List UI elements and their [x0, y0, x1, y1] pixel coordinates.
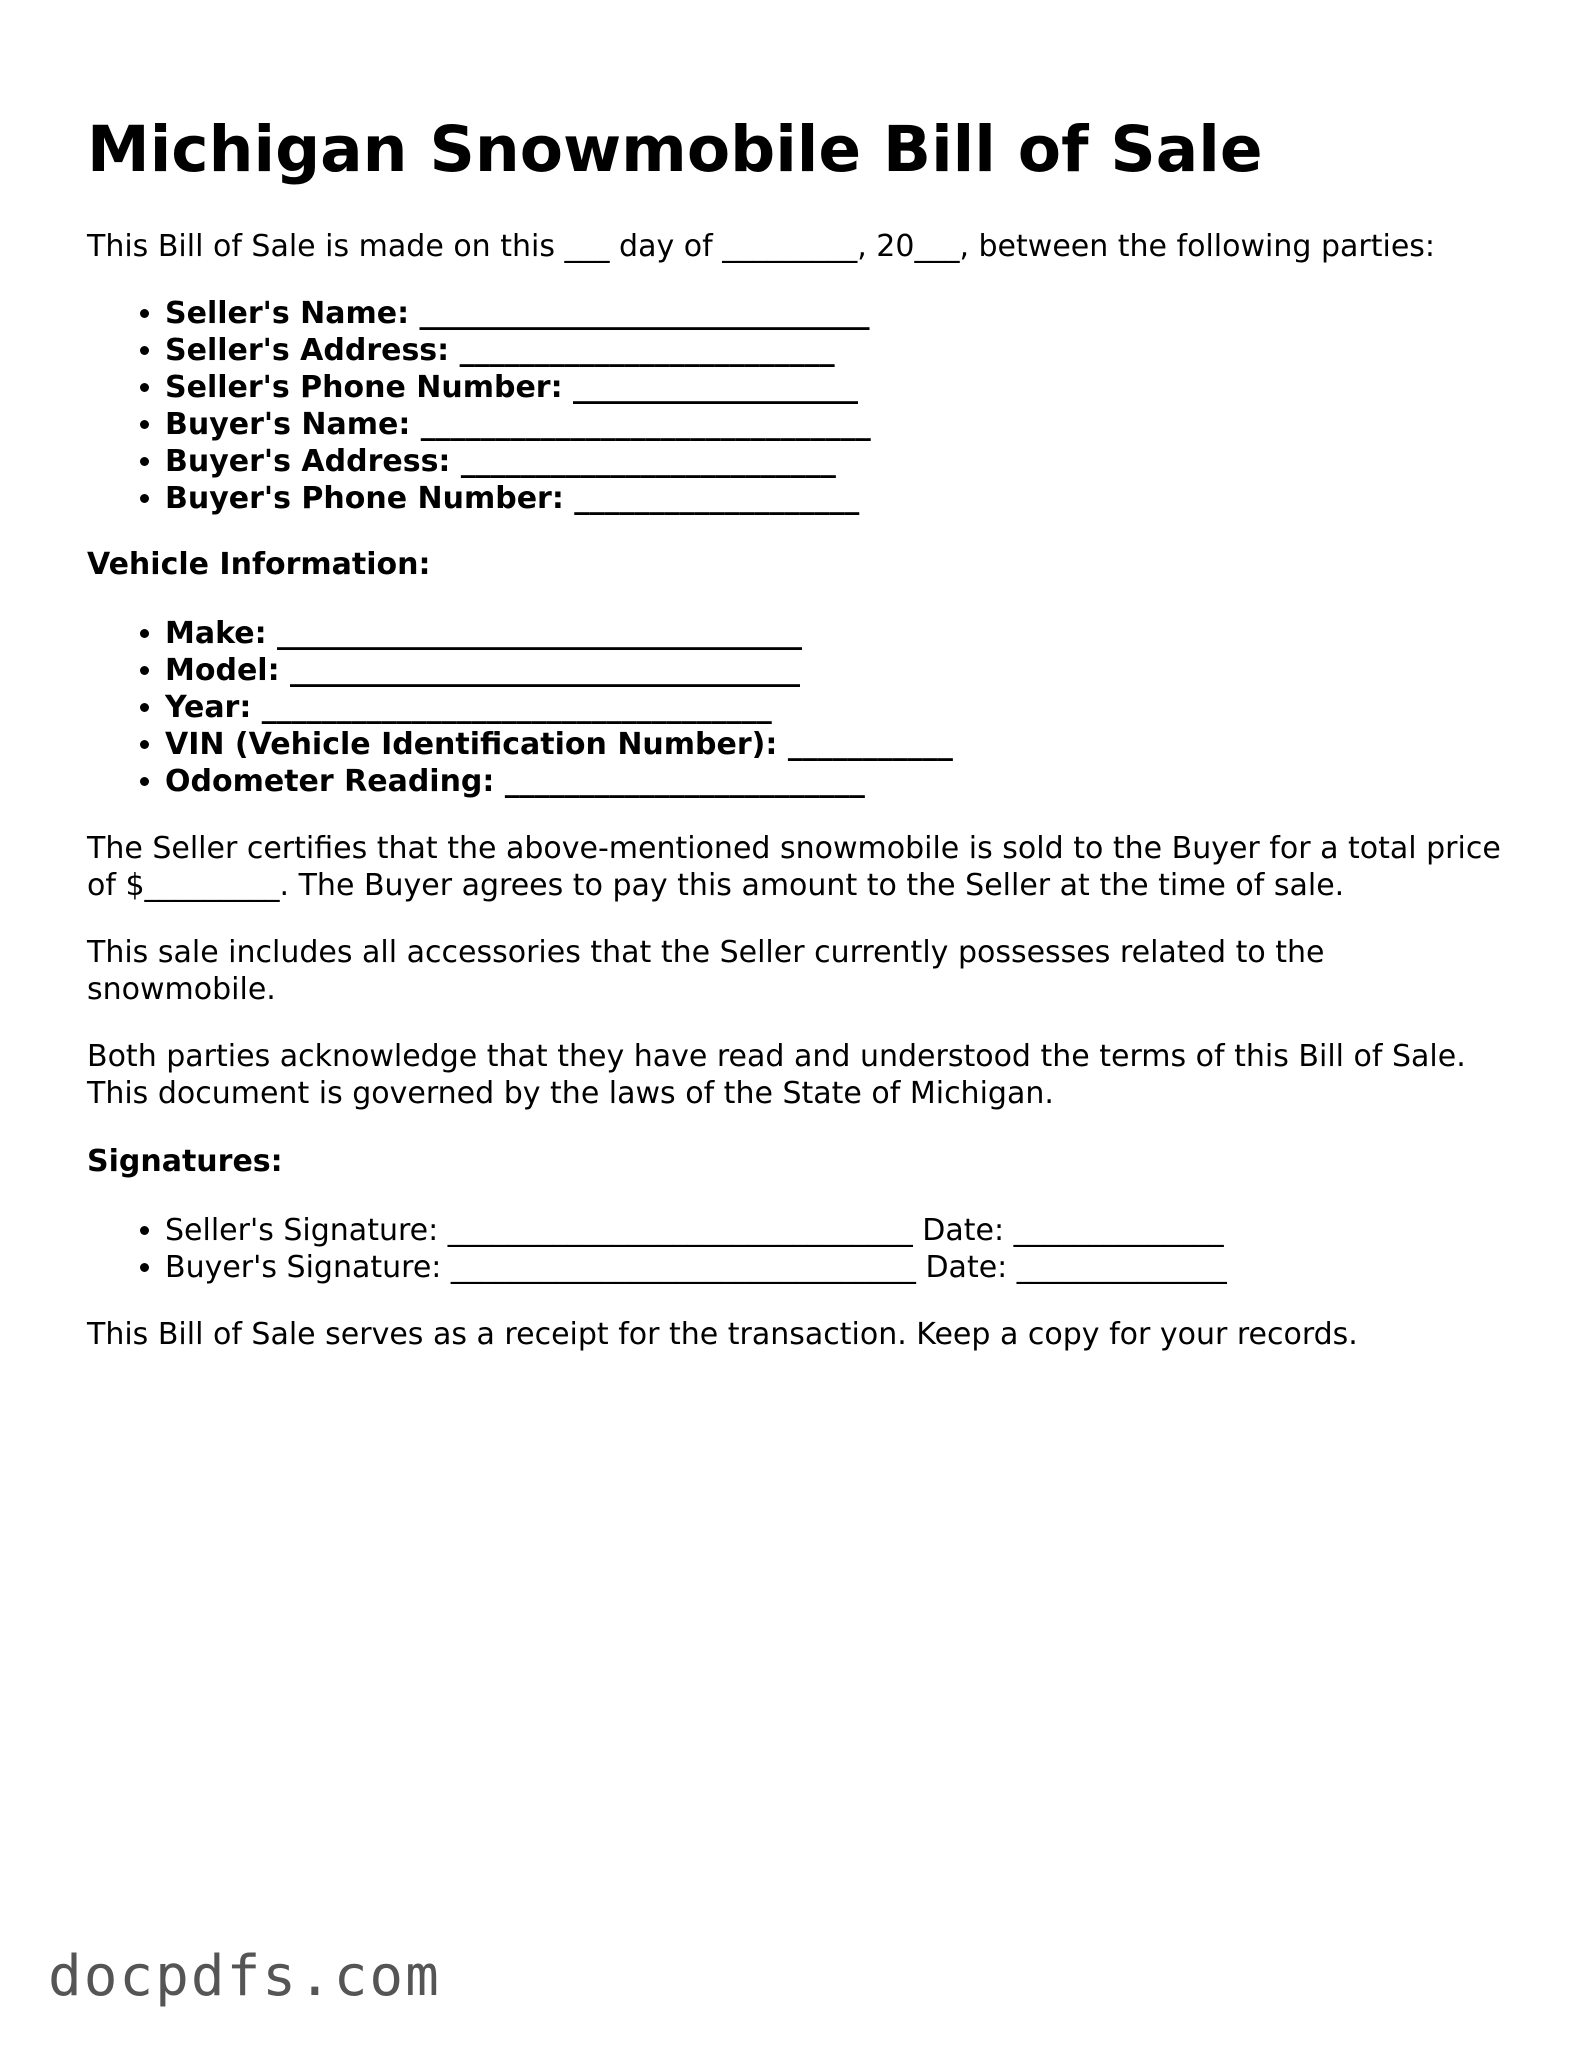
price-paragraph: The Seller certifies that the above-mentioned snowmobile is sold to the Buyer for a total price of $_________. The Buyer agrees to pay this amount to the Seller at the time of sale. [87, 831, 1501, 903]
make-field: • Make: ___________________________________ [165, 615, 953, 652]
vehicle-information-heading: Vehicle Information: [87, 547, 431, 582]
buyer-phone-field: • Buyer's Phone Number: ___________________ [165, 480, 871, 517]
document-title: Michigan Snowmobile Bill of Sale [87, 113, 1263, 186]
vin-field: • VIN (Vehicle Identification Number): ___________ [165, 726, 953, 763]
buyer-address-field: • Buyer's Address: _________________________ [165, 443, 871, 480]
buyer-signature-line: • Buyer's Signature: _______________________________ Date: ______________ [165, 1249, 1227, 1286]
acknowledgement-paragraph: Both parties acknowledge that they have read and understood the terms of this Bill of Sale. This document is governed by the laws of the State of Michigan. [87, 1039, 1466, 1111]
signatures-list [87, 1212, 1227, 1286]
parties-list [87, 295, 871, 517]
seller-signature-line: • Seller's Signature: _______________________________ Date: ______________ [165, 1212, 1227, 1249]
accessories-paragraph: This sale includes all accessories that the Seller currently possesses related to the snowmobile. [87, 935, 1325, 1007]
odometer-field: • Odometer Reading: ________________________ [165, 763, 953, 800]
year-field: • Year: __________________________________ [165, 689, 953, 726]
seller-address-field: • Seller's Address: _________________________ [165, 332, 871, 369]
intro-paragraph: This Bill of Sale is made on this ___ day of _________, 20___, between the following parties: [87, 229, 1436, 264]
seller-phone-field: • Seller's Phone Number: ___________________ [165, 369, 871, 406]
model-field: • Model: __________________________________ [165, 652, 953, 689]
signatures-heading: Signatures: [87, 1144, 283, 1179]
buyer-name-field: • Buyer's Name: ______________________________ [165, 406, 871, 443]
closing-paragraph: This Bill of Sale serves as a receipt for the transaction. Keep a copy for your records. [87, 1317, 1358, 1352]
seller-name-field: • Seller's Name: ______________________________ [165, 295, 871, 332]
vehicle-fields-list [87, 615, 953, 800]
watermark-logo: docpdfs.com [48, 1944, 441, 2009]
